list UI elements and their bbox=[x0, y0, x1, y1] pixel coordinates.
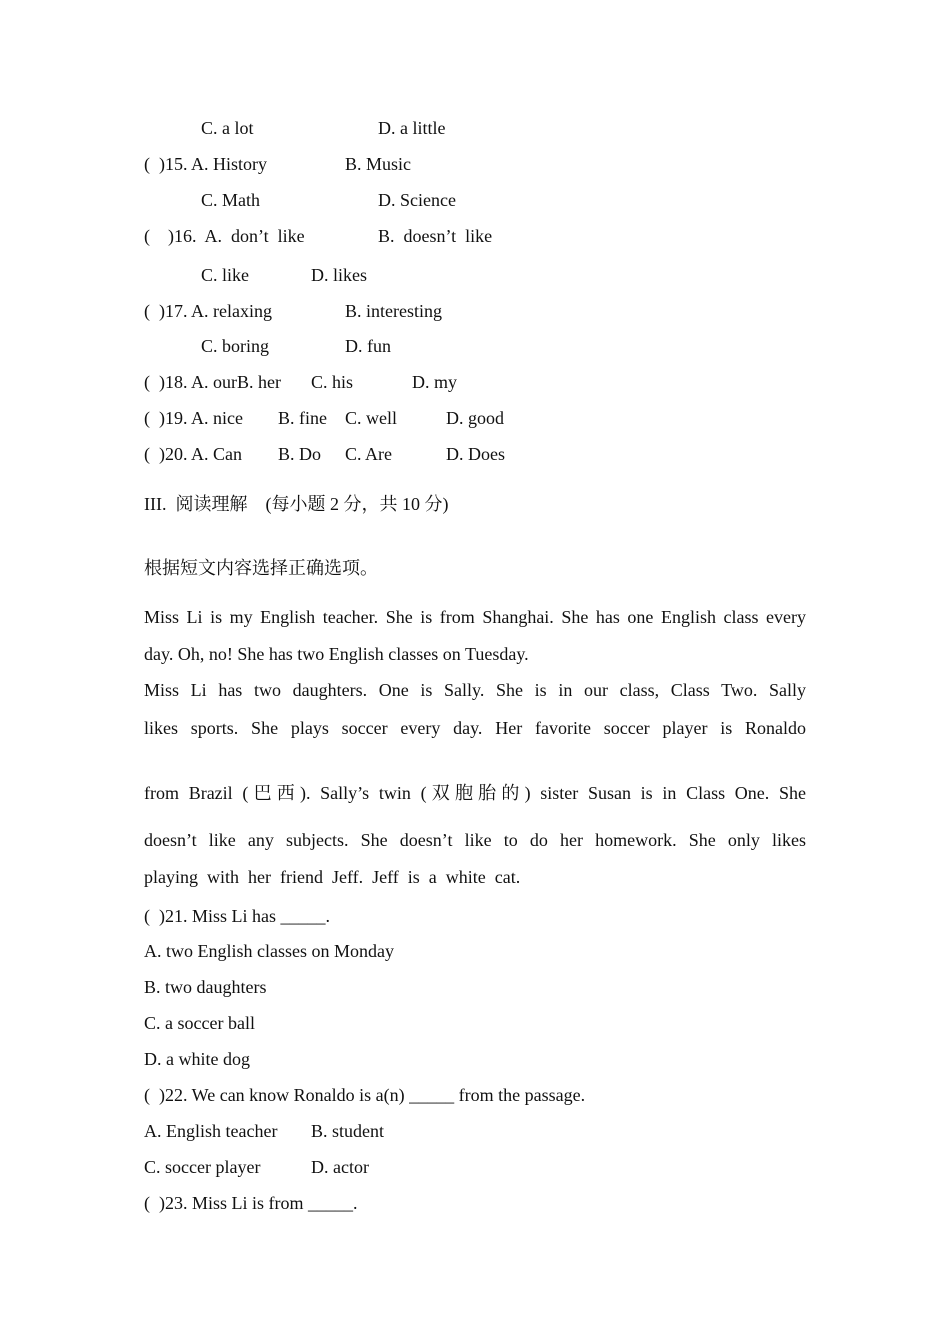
passage-line-3: Miss Li has two daughters. One is Sally. She is in our class, Class Two. Sally bbox=[144, 680, 806, 700]
q18-option-c: C. his bbox=[311, 372, 354, 392]
passage-line-4: likes sports. She plays soccer every day. Her favorite soccer player is Ronaldo bbox=[144, 718, 806, 738]
q18-stem-options-a-b: ( )18. A. ourB. her bbox=[144, 372, 281, 392]
q19-option-b: B. fine bbox=[278, 408, 327, 428]
q15-option-d: D. Science bbox=[378, 190, 456, 210]
q20-option-b: B. Do bbox=[278, 444, 322, 464]
q17-option-d: D. fun bbox=[345, 336, 391, 356]
q20-option-c: C. Are bbox=[345, 444, 392, 464]
q15-option-c: C. Math bbox=[201, 190, 261, 210]
q22-option-b: B. student bbox=[311, 1121, 385, 1141]
q15-stem-option-a: ( )15. A. History bbox=[144, 154, 267, 174]
q14-option-d: D. a little bbox=[378, 118, 446, 138]
passage-line-6: doesn’t like any subjects. She doesn’t like to do her homework. She only likes bbox=[144, 830, 806, 850]
q17-stem-option-a: ( )17. A. relaxing bbox=[144, 301, 272, 321]
section-heading: III. 阅读理解 (每小题 2 分，共 10 分) bbox=[144, 494, 449, 514]
q21-option-c: C. a soccer ball bbox=[144, 1013, 255, 1033]
passage-line-5: from Brazil (巴西). Sally’s twin (双胞胎的) sister Susan is in Class One. She bbox=[144, 783, 806, 803]
q17-option-c: C. boring bbox=[201, 336, 270, 356]
passage-line-1: Miss Li is my English teacher. She is from Shanghai. She has one English class every bbox=[144, 607, 806, 627]
section-instruction: 根据短文内容选择正确选项。 bbox=[144, 558, 378, 578]
q22-stem: ( )22. We can know Ronaldo is a(n) _____ from the passage. bbox=[144, 1085, 586, 1105]
q16-stem-option-a: ( )16. A. don’t like bbox=[144, 226, 305, 246]
q22-option-a: A. English teacher bbox=[144, 1121, 278, 1141]
q16-option-d: D. likes bbox=[311, 265, 367, 285]
q21-stem: ( )21. Miss Li has _____. bbox=[144, 906, 330, 926]
q16-option-c: C. like bbox=[201, 265, 249, 285]
q20-option-d: D. Does bbox=[446, 444, 505, 464]
q21-option-a: A. two English classes on Monday bbox=[144, 941, 394, 961]
q22-option-c: C. soccer player bbox=[144, 1157, 261, 1177]
q18-option-d: D. my bbox=[412, 372, 457, 392]
q23-stem: ( )23. Miss Li is from _____. bbox=[144, 1193, 358, 1213]
q16-option-b: B. doesn’t like bbox=[378, 226, 493, 246]
q21-option-b: B. two daughters bbox=[144, 977, 267, 997]
passage-line-7: playing with her friend Jeff. Jeff is a white cat. bbox=[144, 867, 521, 887]
q15-option-b: B. Music bbox=[345, 154, 412, 174]
q20-stem-option-a: ( )20. A. Can bbox=[144, 444, 242, 464]
q21-option-d: D. a white dog bbox=[144, 1049, 250, 1069]
q19-stem-option-a: ( )19. A. nice bbox=[144, 408, 243, 428]
q14-option-c: C. a lot bbox=[201, 118, 254, 138]
q22-option-d: D. actor bbox=[311, 1157, 369, 1177]
q19-option-d: D. good bbox=[446, 408, 504, 428]
q17-option-b: B. interesting bbox=[345, 301, 442, 321]
passage-line-2: day. Oh, no! She has two English classes on Tuesday. bbox=[144, 644, 529, 664]
q19-option-c: C. well bbox=[345, 408, 397, 428]
